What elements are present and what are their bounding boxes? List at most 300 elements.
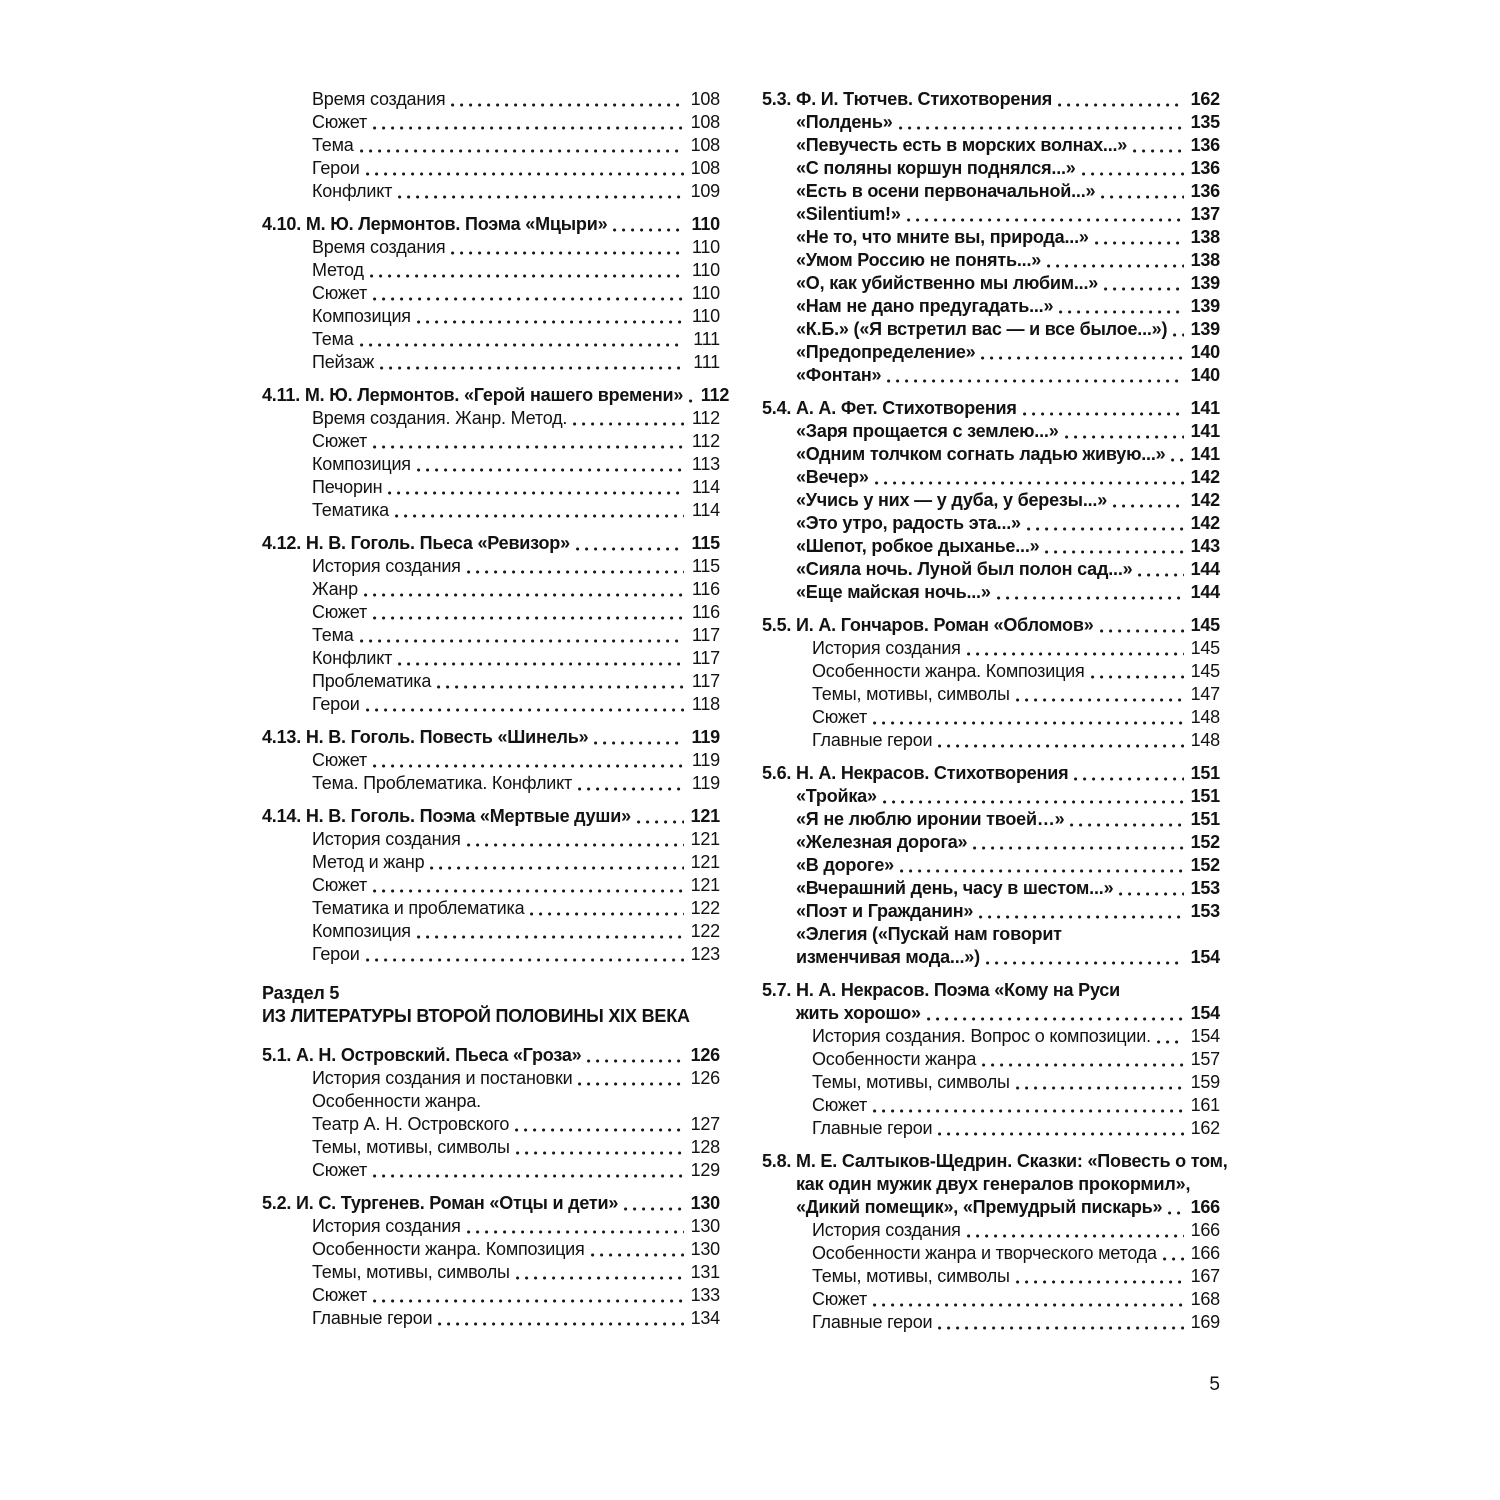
toc-row xyxy=(262,351,720,374)
dot-leader xyxy=(448,88,687,111)
toc-entry-text: Сюжет xyxy=(312,283,367,303)
toc-entry-text: История создания xyxy=(312,1216,461,1236)
toc-row xyxy=(762,420,1220,443)
dot-leader xyxy=(370,1284,687,1307)
toc-entry-text: «Сияла ночь. Луной был полон сад...» xyxy=(796,559,1133,579)
toc-entry-text: Особенности жанра. Композиция xyxy=(812,661,1085,681)
dot-leader xyxy=(935,1311,1187,1334)
dot-leader xyxy=(1168,443,1187,466)
toc-row xyxy=(762,923,1220,946)
toc-column-left xyxy=(262,88,730,1330)
dot-leader xyxy=(395,647,687,670)
toc-entry-text: «Вчерашний день, часу в шестом...» xyxy=(796,878,1114,898)
toc-row xyxy=(262,1261,720,1284)
dot-leader xyxy=(1056,295,1187,318)
toc-entry-text: 5.4. А. А. Фет. Стихотворения xyxy=(762,398,1017,418)
toc-row xyxy=(762,318,1220,341)
toc-row xyxy=(262,1067,720,1090)
toc-row xyxy=(262,430,720,453)
toc-row xyxy=(762,1025,1220,1048)
toc-page-number: 109 xyxy=(690,181,720,201)
dot-leader xyxy=(370,874,687,897)
toc-row xyxy=(262,499,720,522)
toc-entry-text: 5.3. Ф. И. Тютчев. Стихотворения xyxy=(762,89,1053,109)
toc-row xyxy=(762,1311,1220,1334)
dot-leader xyxy=(1135,558,1187,581)
toc-page-number: 114 xyxy=(691,500,720,520)
toc-page-number: 129 xyxy=(690,1160,720,1180)
toc-entry-text: Театр А. Н. Островского xyxy=(312,1114,510,1134)
toc-row xyxy=(262,670,720,693)
toc-page-number: 121 xyxy=(690,806,720,826)
toc-row xyxy=(262,1005,720,1028)
toc-entry-text: «О, как убийственно мы любим...» xyxy=(796,273,1099,293)
toc-column-right xyxy=(762,88,1228,1334)
dot-leader xyxy=(978,341,1187,364)
toc-row xyxy=(762,614,1220,637)
toc-entry-text: Герои xyxy=(312,694,360,714)
toc-entry-text: Тема xyxy=(312,329,354,349)
toc-page-number: 133 xyxy=(690,1285,720,1305)
toc-page-number: 144 xyxy=(1190,582,1220,602)
toc-page-number: 113 xyxy=(691,454,720,474)
toc-entry-text: «Поэт и Гражданин» xyxy=(796,901,974,921)
toc-page-number: 145 xyxy=(1190,661,1220,681)
dot-leader xyxy=(1042,535,1187,558)
dot-leader xyxy=(435,1307,687,1330)
toc-row xyxy=(762,762,1220,785)
toc-row xyxy=(262,407,720,430)
toc-page-number: 123 xyxy=(690,944,720,964)
toc-row xyxy=(762,226,1220,249)
dot-leader xyxy=(370,1159,687,1182)
toc-row xyxy=(262,88,720,111)
toc-page-number: 145 xyxy=(1190,638,1220,658)
dot-leader xyxy=(513,1136,687,1159)
toc-entry-text: «Фонтан» xyxy=(796,365,882,385)
toc-page-number: 144 xyxy=(1190,559,1220,579)
toc-page-number: 111 xyxy=(693,329,720,349)
toc-entry-text: «Умом Россию не понять...» xyxy=(796,250,1042,270)
toc-row xyxy=(262,157,720,180)
toc-row xyxy=(262,647,720,670)
dot-leader xyxy=(464,555,687,578)
toc-row xyxy=(262,920,720,943)
toc-entry-text: Главные герои xyxy=(312,1308,433,1328)
dot-leader xyxy=(414,453,687,476)
toc-entry-text: Главные герои xyxy=(812,730,933,750)
toc-page-number: 148 xyxy=(1190,707,1220,727)
toc-page-number: 136 xyxy=(1190,135,1220,155)
toc-entry-text: 5.8. М. Е. Салтыков-Щедрин. Сказки: «Повесть о том, xyxy=(762,1151,1228,1171)
toc-page-number: 119 xyxy=(691,727,720,747)
dot-leader xyxy=(464,828,687,851)
dot-leader xyxy=(377,351,687,374)
dot-leader xyxy=(1165,1196,1187,1219)
toc-entry-text: 5.1. А. Н. Островский. Пьеса «Гроза» xyxy=(262,1045,582,1065)
toc-page-number: 161 xyxy=(1190,1095,1220,1115)
dot-leader xyxy=(1020,397,1187,420)
toc-entry-text: История создания. Вопрос о композиции. xyxy=(812,1026,1151,1046)
toc-row xyxy=(762,88,1220,111)
toc-entry-text: «Дикий помещик», «Премудрый пискарь» xyxy=(796,1197,1163,1217)
dot-leader xyxy=(979,1048,1187,1071)
toc-page-number: 166 xyxy=(1190,1220,1220,1240)
dot-leader xyxy=(363,693,687,716)
toc-entry-text: Время создания. Жанр. Метод. xyxy=(312,408,568,428)
toc-entry-text: Сюжет xyxy=(312,431,367,451)
toc-row xyxy=(262,384,730,407)
dot-leader xyxy=(575,772,687,795)
toc-page-number: 148 xyxy=(1190,730,1220,750)
toc-page-number: 130 xyxy=(690,1216,720,1236)
toc-page-number: 140 xyxy=(1190,365,1220,385)
toc-entry-text: «Вечер» xyxy=(796,467,869,487)
toc-page-number: 154 xyxy=(1190,1026,1220,1046)
toc-row xyxy=(762,1288,1220,1311)
toc-entry-text: Сюжет xyxy=(812,1289,867,1309)
toc-page-number: 116 xyxy=(691,579,720,599)
toc-entry-text: «Железная дорога» xyxy=(796,832,968,852)
toc-page-number: 119 xyxy=(691,773,720,793)
dot-leader xyxy=(357,328,687,351)
toc-page-number: 136 xyxy=(1190,158,1220,178)
toc-entry-text: Темы, мотивы, символы xyxy=(812,1266,1010,1286)
toc-entry-text: Время создания xyxy=(312,89,446,109)
toc-page-number: 122 xyxy=(690,921,720,941)
dot-leader xyxy=(1071,762,1187,785)
dot-leader xyxy=(964,1219,1187,1242)
dot-leader xyxy=(370,430,687,453)
toc-entry-text: ИЗ ЛИТЕРАТУРЫ ВТОРОЙ ПОЛОВИНЫ XIX ВЕКА xyxy=(262,1006,690,1026)
toc-row xyxy=(762,808,1220,831)
dot-leader xyxy=(870,706,1187,729)
toc-row xyxy=(762,512,1220,535)
toc-page-number: 157 xyxy=(1190,1049,1220,1069)
toc-row xyxy=(262,601,720,624)
toc-row xyxy=(762,1219,1220,1242)
toc-entry-text: Печорин xyxy=(312,477,383,497)
toc-entry-text: Сюжет xyxy=(312,602,367,622)
toc-entry-text: «Предопределение» xyxy=(796,342,976,362)
dot-leader xyxy=(570,407,687,430)
toc-entry-text: 4.13. Н. В. Гоголь. Повесть «Шинель» xyxy=(262,727,589,747)
toc-row xyxy=(762,1002,1220,1025)
toc-page-number: 169 xyxy=(1190,1312,1220,1332)
dot-leader xyxy=(1024,512,1187,535)
toc-entry-text: Время создания xyxy=(312,237,446,257)
toc-row xyxy=(262,236,720,259)
toc-entry-text: История создания xyxy=(812,638,961,658)
toc-entry-text: Проблематика xyxy=(312,671,432,691)
toc-page-number: 139 xyxy=(1190,296,1220,316)
dot-leader xyxy=(1062,420,1187,443)
dot-leader xyxy=(610,213,687,236)
toc-page-number: 136 xyxy=(1190,181,1220,201)
dot-leader xyxy=(1013,1265,1187,1288)
toc-row xyxy=(262,874,720,897)
toc-page-number: 121 xyxy=(690,852,720,872)
toc-entry-text: Тема xyxy=(312,135,354,155)
dot-leader xyxy=(621,1192,687,1215)
toc-entry-text: «Заря прощается с землею...» xyxy=(796,421,1059,441)
toc-row xyxy=(762,1196,1220,1219)
toc-row xyxy=(762,272,1220,295)
dot-leader xyxy=(385,476,687,499)
dot-leader xyxy=(924,1002,1187,1025)
toc-page-number: 140 xyxy=(1190,342,1220,362)
toc-row xyxy=(762,854,1220,877)
toc-entry-text: 5.6. Н. А. Некрасов. Стихотворения xyxy=(762,763,1069,783)
toc-page-number: 122 xyxy=(690,898,720,918)
toc-page-number: 141 xyxy=(1190,421,1220,441)
toc-entry-text: История создания xyxy=(312,556,461,576)
toc-page-number: 128 xyxy=(690,1137,720,1157)
toc-entry-text: Композиция xyxy=(312,454,411,474)
toc-entry-text: 5.5. И. А. Гончаров. Роман «Обломов» xyxy=(762,615,1094,635)
dot-leader xyxy=(1067,808,1187,831)
toc-entry-text: Сюжет xyxy=(812,1095,867,1115)
dot-leader xyxy=(1044,249,1187,272)
toc-entry-text: «Silentium!» xyxy=(796,204,901,224)
page-number: 5 xyxy=(1209,1374,1220,1395)
toc-entry-text: История создания и постановки xyxy=(312,1068,573,1088)
dot-leader xyxy=(584,1044,687,1067)
toc-row xyxy=(762,443,1220,466)
toc-row xyxy=(262,213,720,236)
dot-leader xyxy=(414,920,687,943)
dot-leader xyxy=(880,785,1187,808)
toc-row xyxy=(262,1044,720,1067)
dot-leader xyxy=(395,180,687,203)
toc-page-number: 112 xyxy=(700,385,730,405)
dot-leader xyxy=(512,1113,687,1136)
toc-row xyxy=(262,111,720,134)
toc-page-number: 142 xyxy=(1190,467,1220,487)
toc-row xyxy=(262,1284,720,1307)
toc-page-number: 126 xyxy=(690,1068,720,1088)
dot-leader xyxy=(448,236,687,259)
toc-row xyxy=(762,134,1220,157)
toc-row xyxy=(762,203,1220,226)
toc-row xyxy=(262,1113,720,1136)
toc-page-number: 110 xyxy=(691,260,720,280)
toc-entry-text: Сюжет xyxy=(312,112,367,132)
dot-leader xyxy=(363,943,687,966)
toc-row xyxy=(762,637,1220,660)
toc-row xyxy=(262,897,720,920)
toc-entry-text: История создания xyxy=(312,829,461,849)
toc-page-number: 166 xyxy=(1190,1197,1220,1217)
dot-leader xyxy=(1088,660,1187,683)
toc-entry-text: Главные герои xyxy=(812,1118,933,1138)
toc-row xyxy=(262,328,720,351)
dot-leader xyxy=(367,259,687,282)
toc-page-number: 138 xyxy=(1190,227,1220,247)
toc-entry-text: 4.14. Н. В. Гоголь. Поэма «Мертвые души» xyxy=(262,806,631,826)
toc-entry-text: Тематика xyxy=(312,500,389,520)
toc-page-number: 121 xyxy=(690,875,720,895)
toc-page-number: 141 xyxy=(1190,398,1220,418)
toc-page-number: 153 xyxy=(1190,901,1220,921)
dot-leader xyxy=(1098,180,1187,203)
toc-row xyxy=(762,785,1220,808)
toc-page-number: 141 xyxy=(1190,444,1220,464)
toc-page-number: 162 xyxy=(1190,89,1220,109)
toc-row xyxy=(762,535,1220,558)
toc-entry-text: Метод и жанр xyxy=(312,852,425,872)
dot-leader xyxy=(1092,226,1187,249)
dot-leader xyxy=(884,364,1187,387)
dot-leader xyxy=(361,578,687,601)
toc-row xyxy=(262,134,720,157)
dot-leader xyxy=(983,946,1187,969)
toc-row xyxy=(762,581,1220,604)
toc-page-number: 139 xyxy=(1190,273,1220,293)
toc-entry-text: «Тройка» xyxy=(796,786,877,806)
dot-leader xyxy=(464,1215,687,1238)
toc-entry-text: 5.7. Н. А. Некрасов. Поэма «Кому на Руси xyxy=(762,980,1120,1000)
toc-entry-text: «Полдень» xyxy=(796,112,893,132)
dot-leader xyxy=(363,157,687,180)
toc-row xyxy=(262,1307,720,1330)
toc-row xyxy=(262,1192,720,1215)
toc-page-number: 117 xyxy=(691,648,720,668)
toc-row xyxy=(762,180,1220,203)
toc-entry-text: Темы, мотивы, символы xyxy=(812,1072,1010,1092)
toc-row xyxy=(762,1094,1220,1117)
toc-entry-text: 4.12. Н. В. Гоголь. Пьеса «Ревизор» xyxy=(262,533,570,553)
dot-leader xyxy=(872,466,1187,489)
toc-entry-text: «Одним толчком согнать ладью живую...» xyxy=(796,444,1166,464)
toc-page-number: 139 xyxy=(1190,319,1220,339)
toc-page-number: 111 xyxy=(693,352,720,372)
toc-page-number: 153 xyxy=(1190,878,1220,898)
dot-leader xyxy=(870,1288,1187,1311)
toc-entry-text: Сюжет xyxy=(312,875,367,895)
toc-page-number: 151 xyxy=(1190,786,1220,806)
toc-entry-text: изменчивая мода...») xyxy=(796,947,980,967)
dot-leader xyxy=(1097,614,1187,637)
dot-leader xyxy=(686,384,696,407)
toc-row xyxy=(262,1090,720,1113)
toc-entry-text: Герои xyxy=(312,944,360,964)
dot-leader xyxy=(427,851,687,874)
toc-entry-text: Тематика и проблематика xyxy=(312,898,525,918)
toc-row xyxy=(262,305,720,328)
toc-row xyxy=(762,1265,1220,1288)
toc-row xyxy=(762,558,1220,581)
toc-page-number: 108 xyxy=(690,135,720,155)
toc-page-number: 115 xyxy=(691,556,720,576)
toc-row xyxy=(762,831,1220,854)
dot-leader xyxy=(935,1117,1187,1140)
toc-entry-text: Пейзаж xyxy=(312,352,375,372)
toc-row xyxy=(262,1159,720,1182)
toc-entry-text: Особенности жанра. xyxy=(312,1091,481,1111)
toc-page-number: 168 xyxy=(1190,1289,1220,1309)
toc-row xyxy=(262,828,720,851)
toc-row xyxy=(762,729,1220,752)
toc-page-number: 154 xyxy=(1190,947,1220,967)
toc-entry-text: Конфликт xyxy=(312,648,393,668)
toc-row xyxy=(262,624,720,647)
toc-page-number: 117 xyxy=(691,625,720,645)
toc-row xyxy=(262,805,720,828)
toc-entry-text: Тема xyxy=(312,625,354,645)
toc-page-number: 126 xyxy=(690,1045,720,1065)
dot-leader xyxy=(976,900,1187,923)
toc-row xyxy=(762,341,1220,364)
toc-row xyxy=(762,877,1220,900)
toc-page-number: 121 xyxy=(690,829,720,849)
toc-page-number: 114 xyxy=(691,477,720,497)
dot-leader xyxy=(434,670,687,693)
toc-page-number: 110 xyxy=(691,306,720,326)
toc-row xyxy=(762,295,1220,318)
toc-entry-text: «Шепот, робкое дыханье...» xyxy=(796,536,1040,556)
toc-entry-text: 4.11. М. Ю. Лермонтов. «Герой нашего времени» xyxy=(262,385,684,405)
toc-row xyxy=(762,900,1220,923)
toc-page-number: 119 xyxy=(691,750,720,770)
dot-leader xyxy=(1110,489,1187,512)
toc-page-number: 135 xyxy=(1190,112,1220,132)
toc-page-number: 112 xyxy=(691,431,720,451)
toc-row xyxy=(262,532,720,555)
toc-entry-text: «Учись у них — у дуба, у березы...» xyxy=(796,490,1108,510)
toc-row xyxy=(262,1238,720,1261)
toc-entry-text: Тема. Проблематика. Конфликт xyxy=(312,773,573,793)
dot-leader xyxy=(1116,877,1187,900)
dot-leader xyxy=(573,532,687,555)
toc-page-number: 110 xyxy=(691,237,720,257)
dot-leader xyxy=(897,854,1187,877)
toc-page-number: 151 xyxy=(1190,809,1220,829)
toc-page-number: 130 xyxy=(690,1193,720,1213)
toc-entry-text: Особенности жанра xyxy=(812,1049,977,1069)
dot-leader xyxy=(1079,157,1187,180)
toc-page-number: 145 xyxy=(1190,615,1220,635)
toc-entry-text: Раздел 5 xyxy=(262,983,340,1003)
toc-page-number: 162 xyxy=(1190,1118,1220,1138)
toc-page-number: 151 xyxy=(1190,763,1220,783)
dot-leader xyxy=(1154,1025,1187,1048)
toc-page-number: 166 xyxy=(1190,1243,1220,1263)
toc-page-number: 159 xyxy=(1190,1072,1220,1092)
toc-entry-text: «Я не люблю иронии твоей…» xyxy=(796,809,1065,829)
toc-row xyxy=(762,979,1220,1002)
toc-row xyxy=(262,1136,720,1159)
toc-page-number: 142 xyxy=(1190,513,1220,533)
dot-leader xyxy=(1101,272,1187,295)
toc-page-number: 138 xyxy=(1190,250,1220,270)
dot-leader xyxy=(370,749,687,772)
dot-leader xyxy=(1160,1242,1187,1265)
toc-entry-text: «Это утро, радость эта...» xyxy=(796,513,1021,533)
toc-page-number: 134 xyxy=(690,1308,720,1328)
toc-row xyxy=(262,180,720,203)
toc-row xyxy=(262,282,720,305)
toc-entry-text: История создания xyxy=(812,1220,961,1240)
toc-entry-text: Герои xyxy=(312,158,360,178)
toc-entry-text: Главные герои xyxy=(812,1312,933,1332)
toc-row xyxy=(762,489,1220,512)
toc-entry-text: Темы, мотивы, символы xyxy=(312,1262,510,1282)
toc-row xyxy=(762,157,1220,180)
toc-row xyxy=(262,851,720,874)
toc-row xyxy=(262,943,720,966)
toc-entry-text: «Еще майская ночь...» xyxy=(796,582,991,602)
